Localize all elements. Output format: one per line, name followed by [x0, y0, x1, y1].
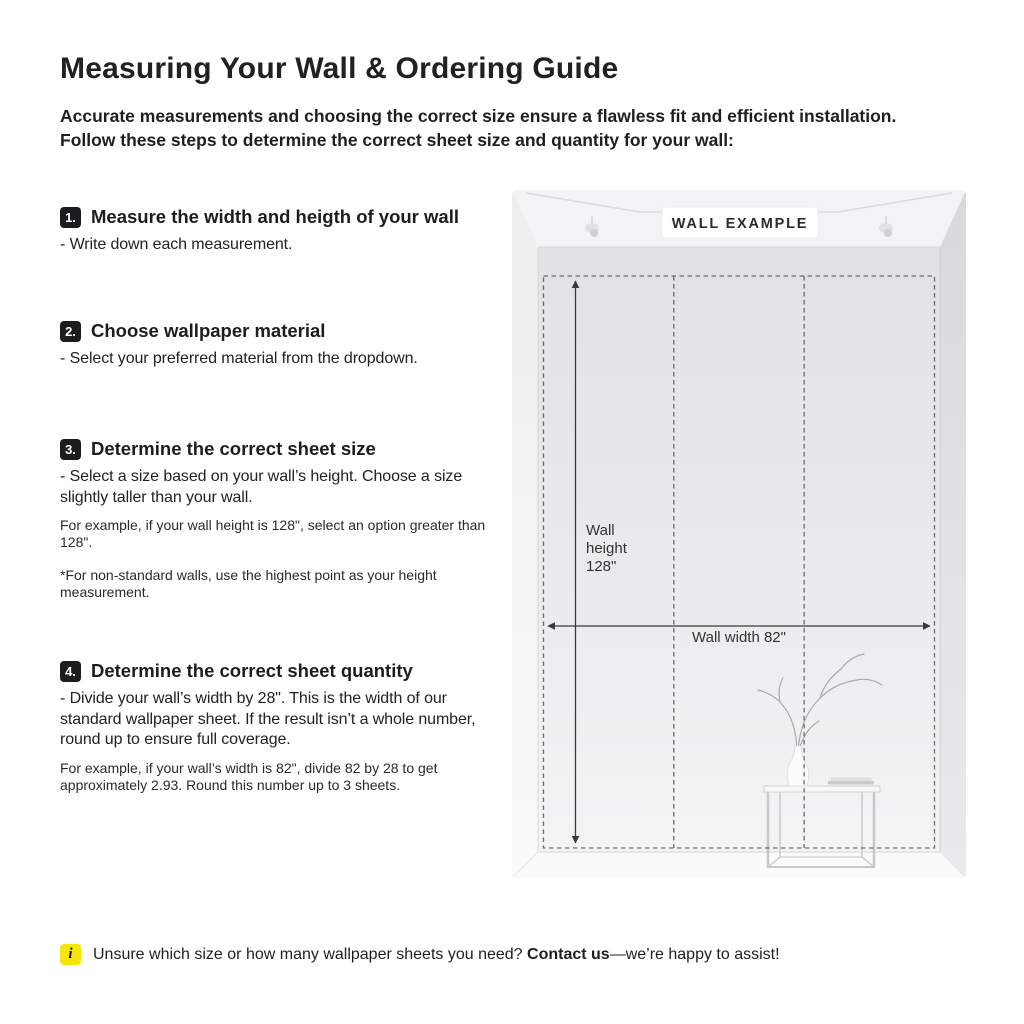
- svg-text:Wall: Wall: [586, 522, 615, 539]
- svg-text:WALL EXAMPLE: WALL EXAMPLE: [671, 216, 809, 232]
- floor: [512, 852, 966, 878]
- step-1-body: - Write down each measurement.: [60, 236, 293, 253]
- step-4-heading: Determine the correct sheet quantity: [91, 660, 413, 681]
- step-2: [60, 320, 502, 370]
- footer-text-after: —we’re happy to assist!: [609, 945, 780, 963]
- footer-text-before: Unsure which size or how many wallpaper sheets you need?: [93, 945, 528, 963]
- footer-text: [93, 946, 780, 964]
- step-3: [60, 438, 502, 601]
- step-1-heading: Measure the width and heigth of your wall: [91, 206, 459, 227]
- intro-line-1: Accurate measurements and choosing the correct size ensure a flawless fit and efficient installation.: [60, 106, 897, 126]
- step-3-example-note: For example, if your wall height is 128", select an option greater than 128".: [60, 517, 486, 550]
- step-3-asterisk-note: *For non-standard walls, use the highest point as your height measurement.: [60, 567, 437, 600]
- step-2-body: - Select your preferred material from the dropdown.: [60, 350, 418, 367]
- step-4: [60, 660, 502, 794]
- footer-help-note: [60, 944, 780, 965]
- step-4-body: - Divide your wall’s width by 28". This is the width of our standard wallpaper sheet. If the result isn’t a whole number, round up to ensure full coverage.: [60, 690, 476, 748]
- step-2-number-badge: 2.: [60, 321, 81, 342]
- step-2-heading: Choose wallpaper material: [91, 320, 326, 341]
- intro-line-2: Follow these steps to determine the correct sheet size and quantity for your wall:: [60, 130, 734, 150]
- left-side-wall: [512, 190, 538, 878]
- step-1: [60, 206, 502, 256]
- step-4-example-note: For example, if your wall’s width is 82", divide 82 by 28 to get approximately 2.93. Round this number up to 3 sheets.: [60, 759, 438, 793]
- step-3-heading: Determine the correct sheet size: [91, 438, 376, 459]
- wall-width-label: Wall width 82": [692, 629, 786, 646]
- step-4-number-badge: 4.: [60, 661, 81, 682]
- svg-text:128": 128": [586, 558, 617, 575]
- contact-us-link[interactable]: Contact us: [527, 945, 610, 963]
- books: [828, 778, 874, 785]
- wall-example-illustration: [512, 190, 966, 878]
- intro-paragraph: [60, 104, 896, 152]
- room-structure: [512, 190, 966, 878]
- wall-example-badge: [662, 207, 818, 238]
- step-3-body: - Select a size based on your wall’s height. Choose a size slightly taller than your wall.: [60, 468, 463, 506]
- room-photo: [512, 190, 966, 878]
- info-icon: i: [60, 944, 81, 965]
- svg-text:height: height: [586, 540, 627, 557]
- step-1-number-badge: 1.: [60, 207, 81, 228]
- step-3-number-badge: 3.: [60, 439, 81, 460]
- table-top: [764, 786, 880, 792]
- right-side-wall: [940, 190, 966, 878]
- page-title: Measuring Your Wall & Ordering Guide: [60, 52, 619, 85]
